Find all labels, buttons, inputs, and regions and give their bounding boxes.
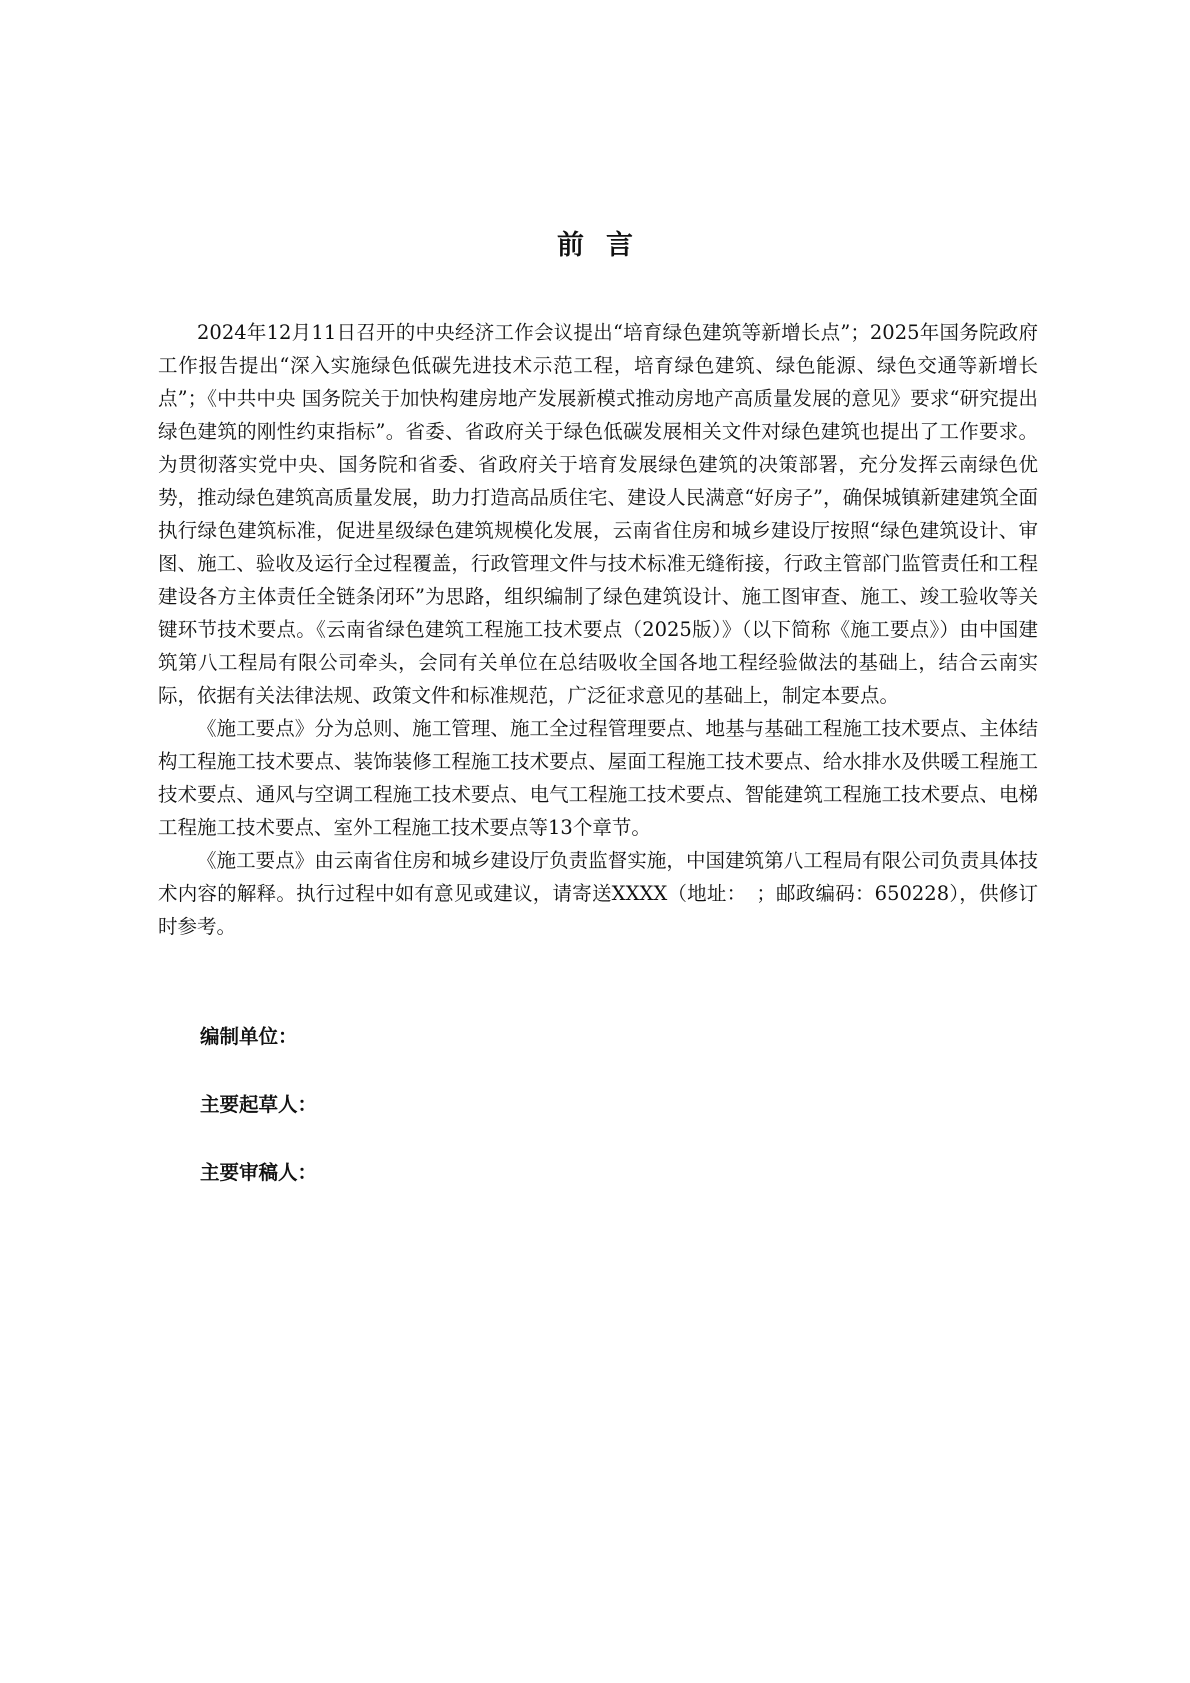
compiling-unit-label: 编制单位：	[200, 1025, 298, 1048]
paragraph-background: 2024年12月11日召开的中央经济工作会议提出“培育绿色建筑等新增长点”；2025年国务院政府工作报告提出“深入实施绿色低碳先进技术示范工程，培育绿色建筑、绿色能源、绿色交通等新增长点”；《中共中央 国务院关于加快构建房地产发展新模式推动房地产高质量发展的意见》要求“研究提出绿色建筑的刚性约束指标”。省委、省政府关于绿色低碳发展相关文件对绿色建筑也提出了工作要求。为贯彻落实党中央、国务院和省委、省政府关于培育发展绿色建筑的决策部署，充分发挥云南绿色优势，推动绿色建筑高质量发展，助力打造高品质住宅、建设人民满意“好房子”，确保城镇新建建筑全面执行绿色建筑标准，促进星级绿色建筑规模化发展，云南省住房和城乡建设厅按照“绿色建筑设计、审图、施工、验收及运行全过程覆盖，行政管理文件与技术标准无缝衔接，行政主管部门监管责任和工程建设各方主体责任全链条闭环”为思路，组织编制了绿色建筑设计、施工图审查、施工、竣工验收等关键环节技术要点。《云南省绿色建筑工程施工技术要点（2025版）》（以下简称《施工要点》）由中国建筑第八工程局有限公司牵头，会同有关单位在总结吸收全国各地工程经验做法的基础上，结合云南实际，依据有关法律法规、政策文件和标准规范，广泛征求意见的基础上，制定本要点。	[158, 321, 1038, 707]
paragraph-supervision: 《施工要点》由云南省住房和城乡建设厅负责监督实施，中国建筑第八工程局有限公司负责具体技术内容的解释。执行过程中如有意见或建议，请寄送XXXX（地址： ；邮政编码：650228），供修订时参考。	[158, 849, 1038, 938]
main-reviewer-label: 主要审稿人：	[200, 1161, 318, 1184]
main-drafter-label: 主要起草人：	[200, 1093, 318, 1116]
page-title: 前言	[557, 230, 655, 261]
paragraph-chapters: 《施工要点》分为总则、施工管理、施工全过程管理要点、地基与基础工程施工技术要点、主体结构工程施工技术要点、装饰装修工程施工技术要点、屋面工程施工技术要点、给水排水及供暖工程施工技术要点、通风与空调工程施工技术要点、电气工程施工技术要点、智能建筑工程施工技术要点、电梯工程施工技术要点、室外工程施工技术要点等13个章节。	[158, 717, 1038, 839]
preface-body	[158, 316, 1038, 943]
